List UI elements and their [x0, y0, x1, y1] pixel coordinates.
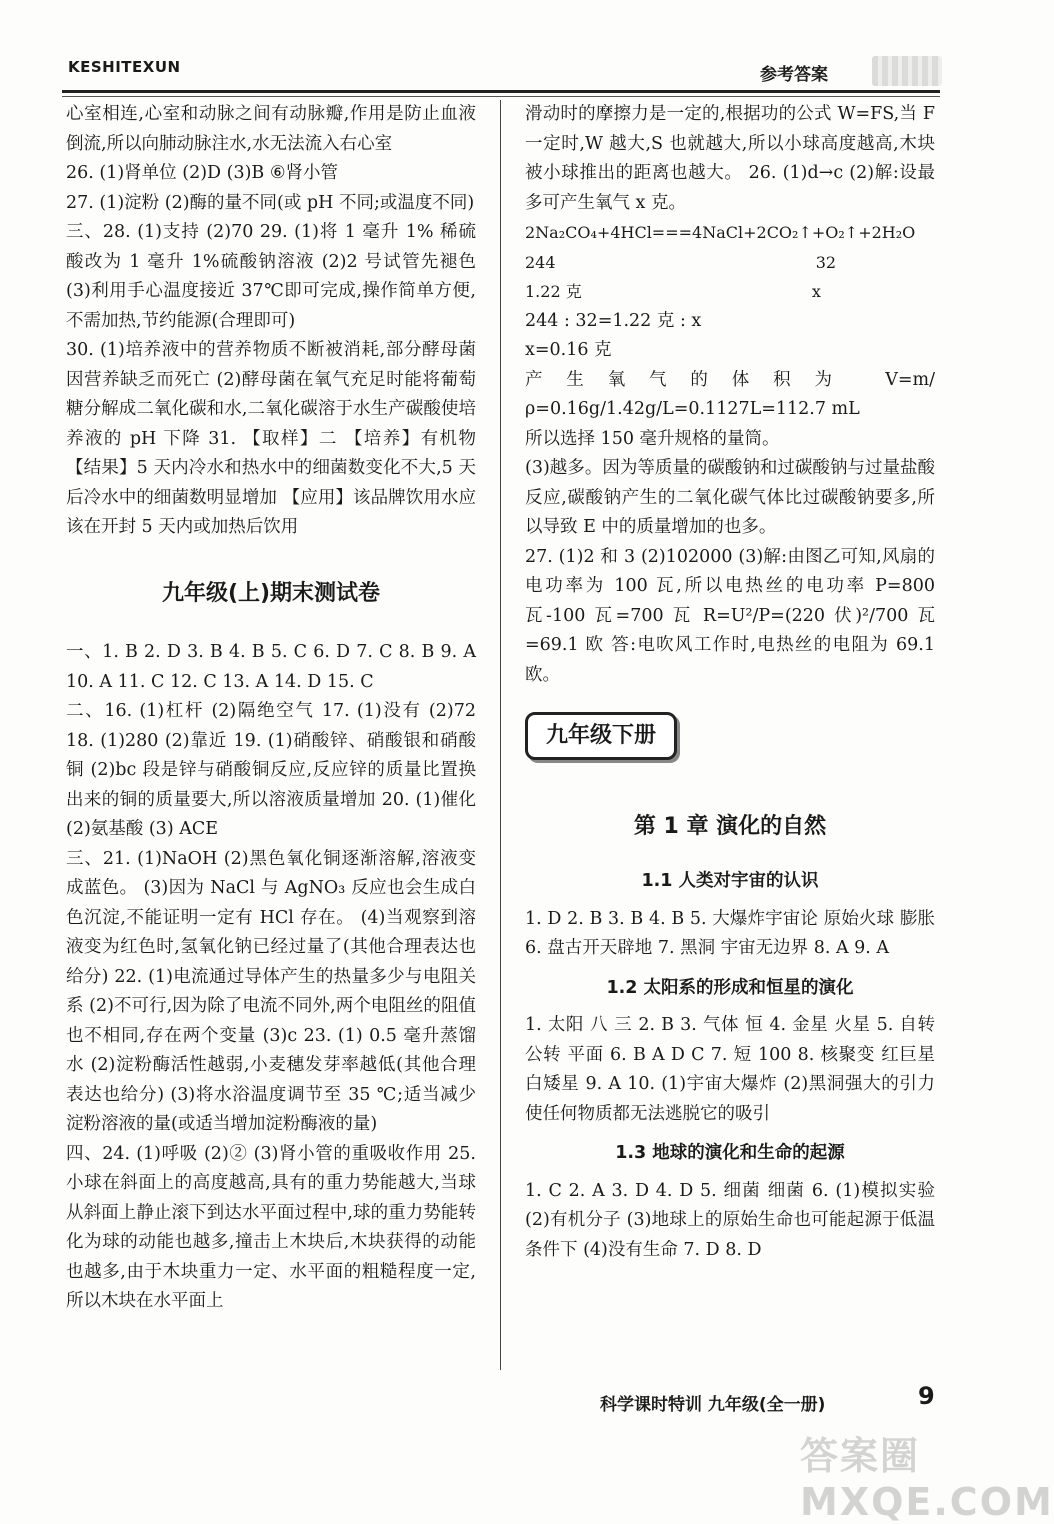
section-title: 1.3 地球的演化和生命的起源	[615, 1143, 845, 1163]
section-title: 1.1 人类对宇宙的认识	[641, 871, 819, 891]
brand-name: KESHITEXUN	[68, 58, 181, 76]
section-answers: 1. 太阳 八 三 2. B 3. 气体 恒 4. 金星 火星 5. 自转 公转 平面 6. B A D C 7. 短 100 8. 核聚变 红巨星 白矮星 9. A 10. (1)宇宙大爆炸 (2)黑洞强大的引力使任何物质都无法逃脱它的吸引	[525, 1015, 935, 1124]
header-rule-thin	[62, 96, 940, 97]
chemical-equation: 2Na₂CO₄+4HCl===4NaCl+2CO₂↑+O₂↑+2H₂O	[525, 223, 916, 242]
answer-paragraph: 所以选择 150 毫升规格的量筒。	[525, 428, 780, 449]
exam-answers: 一、1. B 2. D 3. B 4. B 5. C 6. D 7. C 8. B 9. A 10. A 11. C 12. C 13. A 14. D 15. C	[66, 642, 476, 692]
exam-answers: 四、24. (1)呼吸 (2)② (3)肾小管的重吸收作用 25. 小球在斜面上的高度越高,具有的重力势能越大,当球从斜面上静止滚下到达水平面过程中,球的重力势能转化为球的动能也越多,撞击上木块后,木块获得的动能也越多,由于木块重力一定、水平面的粗糙程度一定,所以木块在水平面上	[66, 1143, 476, 1311]
watermark: 答案圈 MXQE.COM	[800, 1434, 1054, 1524]
page-number: 9	[918, 1382, 935, 1410]
header-rule	[62, 90, 940, 93]
answer-paragraph: 30. (1)培养液中的营养物质不断被消耗,部分酵母菌因营养缺乏而死亡 (2)酵母菌在氧气充足时能将葡萄糖分解成二氧化碳和水,二氧化碳溶于水生产碳酸使培养液的 pH 下降 31. 【取样】二 【培养】有机物 【结果】5 天内冷水和热水中的细菌数变化不大,5 天后冷水中的细菌数明显增加 【应用】该品牌饮用水应该在开封 5 天内或加热后饮用	[66, 340, 476, 537]
page-header	[0, 0, 1000, 100]
given-right: x	[811, 282, 821, 301]
volume-line: 产生氧气的体积为 V=m/ρ=0.16g/1.42g/L=0.1127L=112.7 mL	[525, 369, 935, 419]
right-column	[525, 100, 935, 1265]
answer-paragraph: 27. (1)淀粉 (2)酶的量不同(或 pH 不同;或温度不同)	[66, 192, 475, 213]
answer-paragraph: 三、28. (1)支持 (2)70 29. (1)将 1 毫升 1% 稀硫酸改为 1 毫升 1%硫酸钠溶液 (2)2 号试管先褪色 (3)利用手心温度接近 37℃即可完成,操作简单方便,不需加热,节约能源(合理即可)	[66, 222, 476, 331]
answer-paragraph: 滑动时的摩擦力是一定的,根据功的公式 W=FS,当 F 一定时,W 越大,S 也就越大,所以小球高度越高,木块被小球推出的距离也越大。 26. (1)d→c (2)解:设最多可产生氧气 x 克。	[525, 104, 935, 213]
exam-answers: 二、16. (1)杠杆 (2)隔绝空气 17. (1)没有 (2)72 18. (1)280 (2)靠近 19. (1)硝酸锌、硝酸银和硝酸铜 (2)bc 段是锌与硝酸铜反应,反应锌的质量比置换出来的铜的质量要大,所以溶液质量增加 20. (1)催化 (2)氨基酸 (3) ACE	[66, 701, 476, 839]
left-column	[66, 100, 476, 1317]
section-answers: 1. D 2. B 3. B 4. B 5. 大爆炸宇宙论 原始火球 膨胀 6. 盘古开天辟地 7. 黑洞 宇宙无边界 8. A 9. A	[525, 908, 935, 958]
result-line: x=0.16 克	[525, 340, 612, 360]
exam-title: 九年级(上)期末测试卷	[161, 580, 381, 606]
book-title: 科学课时特训 九年级(全一册)	[600, 1395, 826, 1415]
chapter-title: 第 1 章 演化的自然	[633, 813, 827, 839]
mass-row	[525, 248, 935, 278]
ratio-line: 244 : 32=1.22 克 : x	[525, 310, 702, 331]
answer-paragraph: 心室相连,心室和动脉之间有动脉瓣,作用是防止血液倒流,所以向肺动脉注水,水无法流入右心室	[66, 104, 476, 154]
given-row	[525, 277, 935, 307]
mass-right: 32	[815, 252, 837, 272]
column-divider	[500, 100, 501, 1370]
answer-paragraph: (3)越多。因为等质量的碳酸钠和过碳酸钠与过量盐酸反应,碳酸钠产生的二氧化碳气体比过碳酸钠要多,所以导致 E 中的质量增加的也多。	[525, 458, 935, 537]
mass-left: 244	[525, 252, 556, 272]
header-logo-icon	[872, 56, 942, 86]
exam-answers: 三、21. (1)NaOH (2)黑色氧化铜逐渐溶解,溶液变成蓝色。 (3)因为 NaCl 与 AgNO₃ 反应也会生成白色沉淀,不能证明一定有 HCl 存在。 (4)当观察到溶液变为红色时,氢氧化钠已经过量了(其他合理表达也给分) 22. (1)电流通过导体产生的热量多少与电阻关系 (2)不可行,因为除了电流不同外,两个电阻丝的阻值也不相同,存在两个变量 (3)c 23. (1) 0.5 毫升蒸馏水 (2)淀粉酶活性越弱,小麦穗发芽率越低(其他合理表达也给分) (3)将水浴温度调节至 35 ℃;适当减少淀粉溶液的量(或适当增加淀粉酶液的量)	[66, 848, 476, 1134]
section-title: 1.2 太阳系的形成和恒星的演化	[606, 977, 854, 998]
section-answers: 1. C 2. A 3. D 4. D 5. 细菌 细菌 6. (1)模拟实验 (2)有机分子 (3)地球上的原始生命也可能起源于低温条件下 (4)没有生命 7. D 8. D	[525, 1180, 935, 1260]
given-left: 1.22 克	[525, 282, 582, 301]
answer-paragraph: 26. (1)肾单位 (2)D (3)B ⑥肾小管	[66, 163, 339, 183]
answer-paragraph: 27. (1)2 和 3 (2)102000 (3)解:由图乙可知,风扇的电功率为 100 瓦,所以电热丝的电功率 P=800 瓦-100 瓦=700 瓦 R=U²/P=(220 伏)²/700 瓦=69.1 欧 答:电吹风工作时,电热丝的电阻为 69.1 欧。	[525, 546, 935, 685]
grade-banner: 九年级下册	[525, 712, 677, 760]
section-label: 参考答案	[760, 65, 828, 85]
